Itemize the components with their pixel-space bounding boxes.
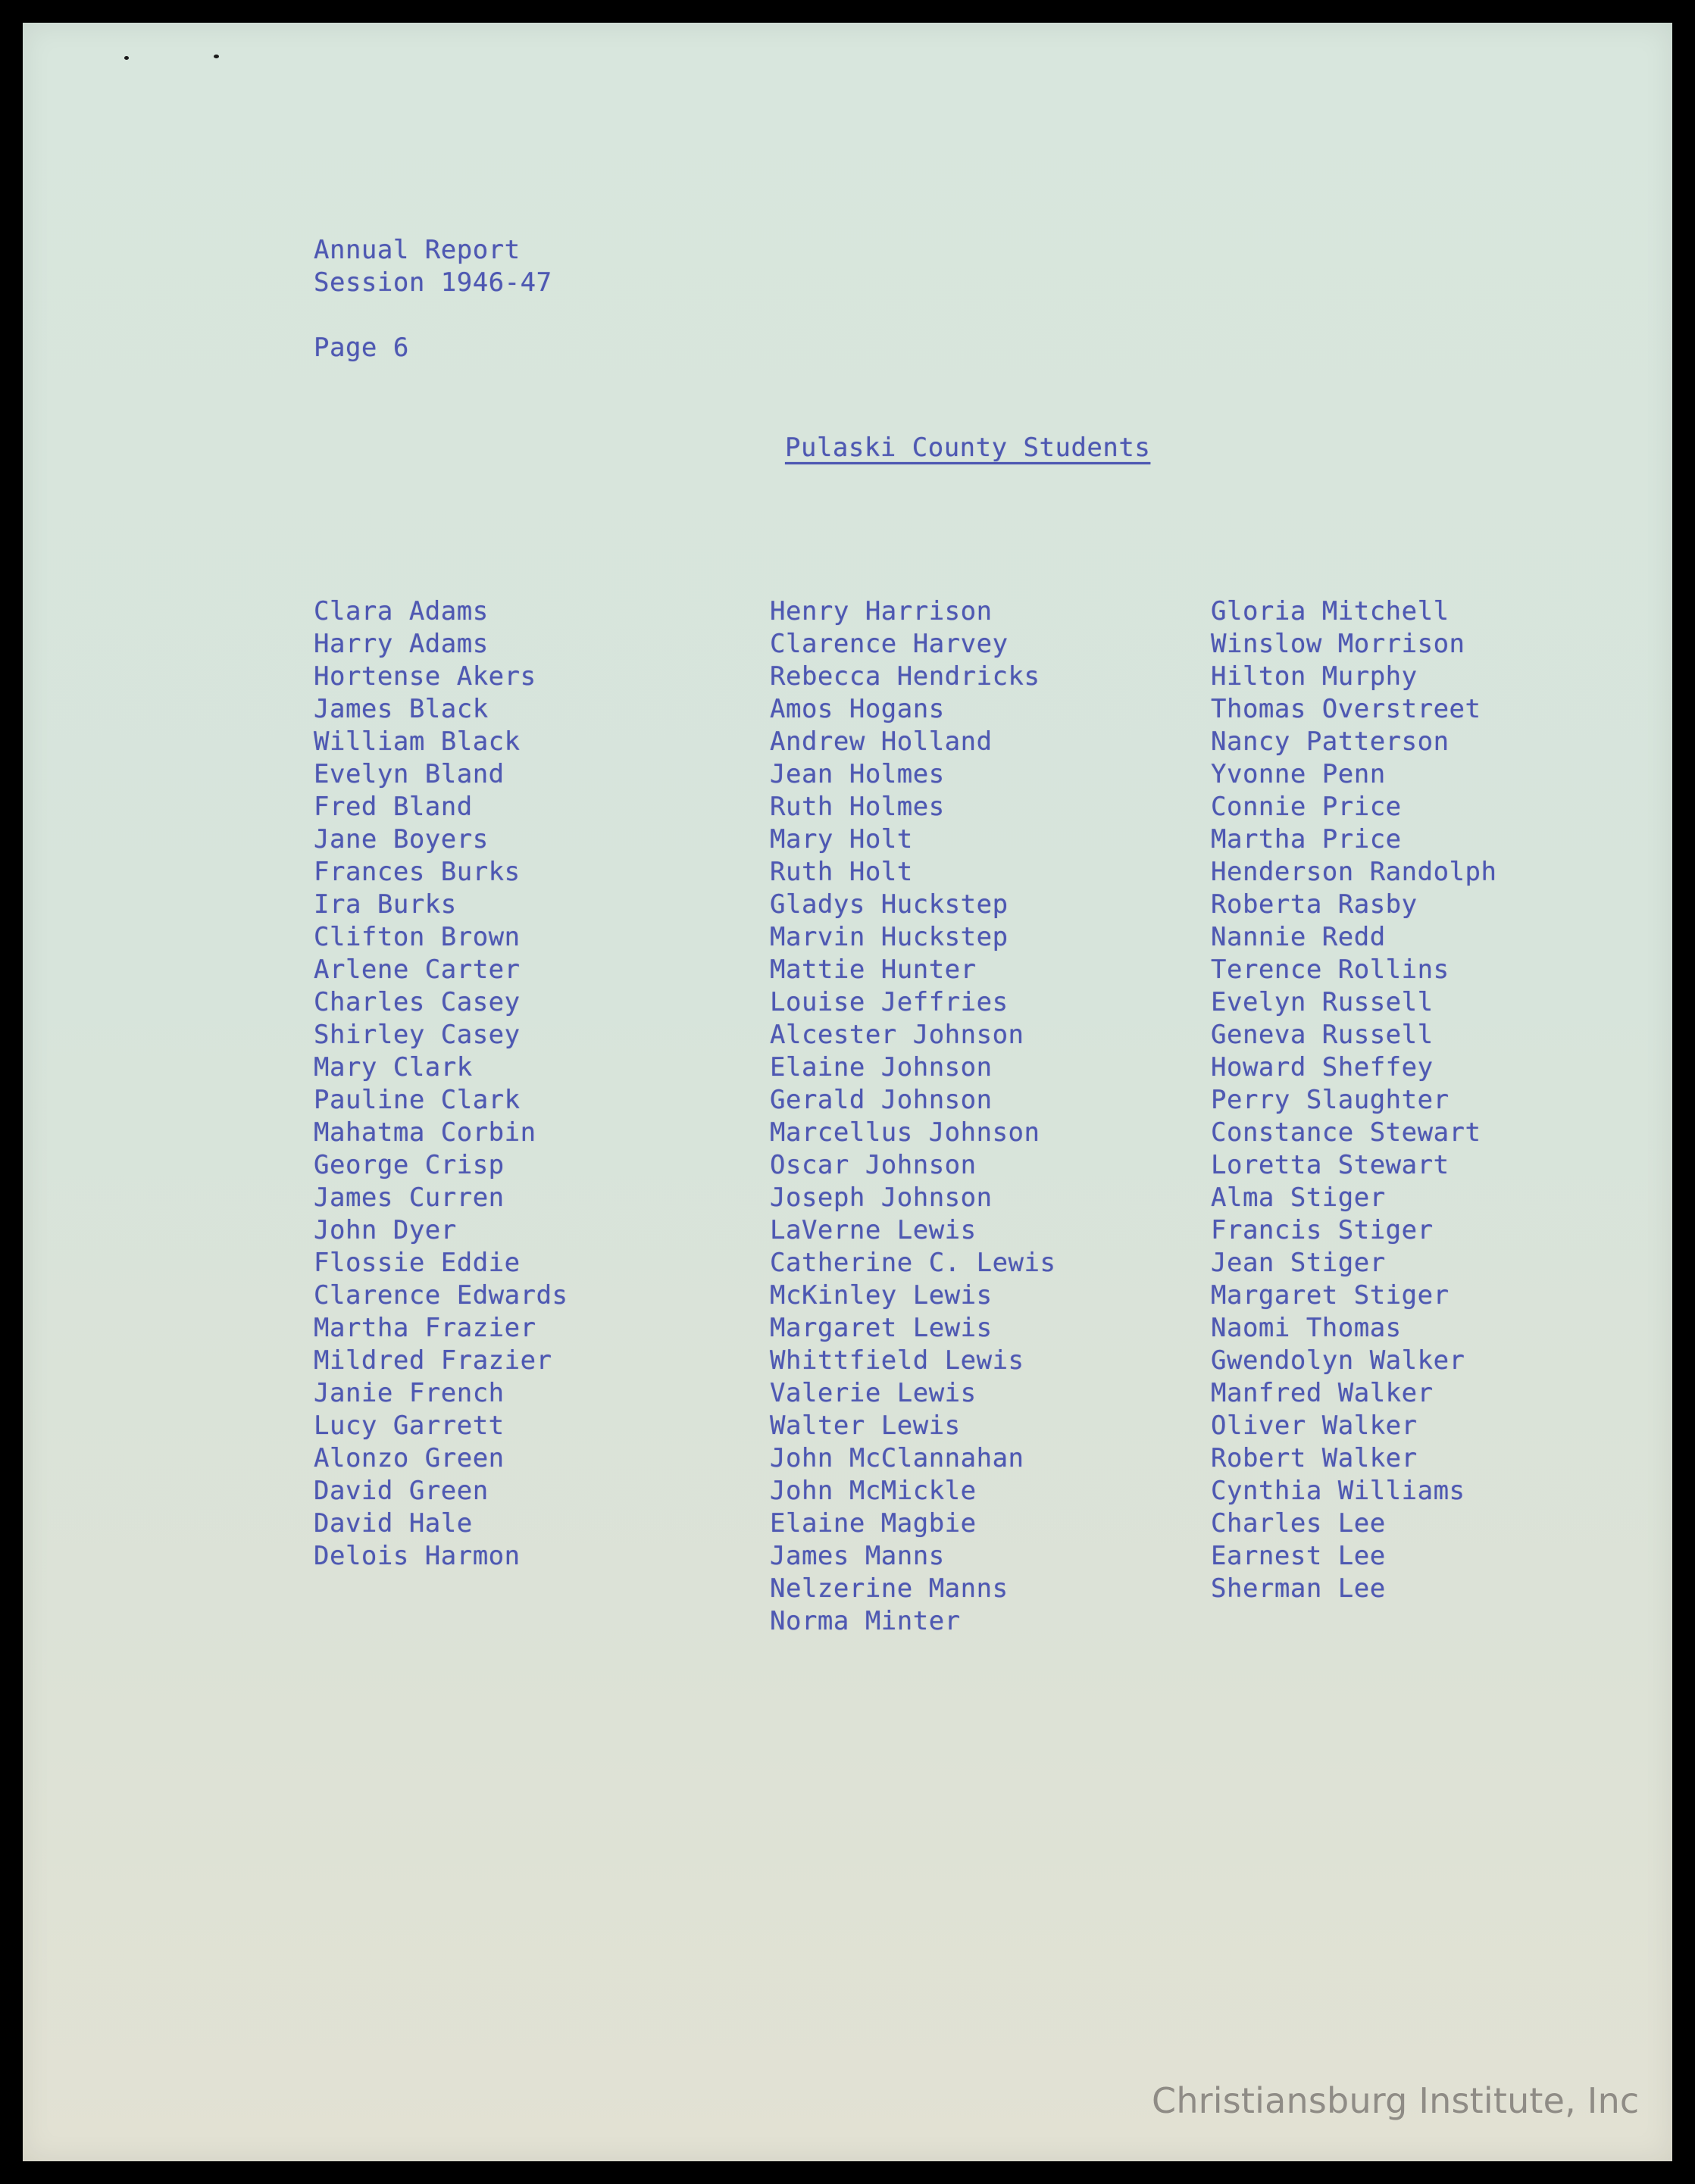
student-name: Nelzerine Manns (770, 1573, 1009, 1604)
student-name: Alcester Johnson (770, 1020, 1024, 1050)
student-name: Valerie Lewis (770, 1378, 977, 1408)
student-name: LaVerne Lewis (770, 1215, 977, 1245)
student-name: Francis Stiger (1211, 1215, 1434, 1245)
student-name: Pauline Clark (314, 1085, 521, 1115)
student-name: Ira Burks (314, 889, 457, 920)
student-name: Hortense Akers (314, 661, 536, 692)
student-name: Terence Rollins (1211, 955, 1450, 985)
student-name: Louise Jeffries (770, 987, 1009, 1017)
page-number: Page 6 (314, 333, 409, 363)
student-name: David Green (314, 1476, 489, 1506)
student-name: Oscar Johnson (770, 1150, 977, 1180)
student-name: Lucy Garrett (314, 1411, 505, 1441)
student-name: Gladys Huckstep (770, 889, 1009, 920)
student-name: Mildred Frazier (314, 1345, 552, 1376)
paper-speck (214, 55, 219, 58)
student-name: McKinley Lewis (770, 1280, 993, 1311)
student-name: Henderson Randolph (1211, 857, 1497, 887)
student-name: John Dyer (314, 1215, 457, 1245)
student-name: James Black (314, 694, 489, 724)
student-name: Fred Bland (314, 792, 473, 822)
student-name: Frances Burks (314, 857, 521, 887)
student-name: Alma Stiger (1211, 1183, 1386, 1213)
student-name: Robert Walker (1211, 1443, 1418, 1473)
student-list-column-1 (314, 595, 568, 1573)
student-name: Harry Adams (314, 629, 489, 659)
student-name: Sherman Lee (1211, 1573, 1386, 1604)
student-name: James Curren (314, 1183, 505, 1213)
student-name: Walter Lewis (770, 1411, 961, 1441)
paper-speck (124, 56, 129, 60)
student-name: Charles Casey (314, 987, 521, 1017)
student-name: Yvonne Penn (1211, 759, 1386, 789)
student-name: Naomi Thomas (1211, 1313, 1402, 1343)
page-title: Pulaski County Students (785, 433, 1151, 463)
student-name: Evelyn Bland (314, 759, 505, 789)
student-name: Janie French (314, 1378, 505, 1408)
student-name: Mary Holt (770, 824, 913, 855)
student-name: Jane Boyers (314, 824, 489, 855)
student-name: Elaine Johnson (770, 1052, 993, 1083)
student-name: Marcellus Johnson (770, 1117, 1040, 1148)
student-name: Norma Minter (770, 1606, 961, 1636)
student-name: Arlene Carter (314, 955, 521, 985)
student-name: Mattie Hunter (770, 955, 977, 985)
student-name: Cynthia Williams (1211, 1476, 1465, 1506)
student-name: Andrew Holland (770, 726, 993, 757)
student-name: Thomas Overstreet (1211, 694, 1481, 724)
student-name: Jean Stiger (1211, 1248, 1386, 1278)
student-name: Gloria Mitchell (1211, 596, 1450, 626)
student-name: Loretta Stewart (1211, 1150, 1450, 1180)
student-name: Ruth Holmes (770, 792, 945, 822)
student-name: Hilton Murphy (1211, 661, 1418, 692)
student-name: Margaret Stiger (1211, 1280, 1450, 1311)
report-header (314, 234, 552, 364)
student-name: Clarence Edwards (314, 1280, 568, 1311)
student-name: Elaine Magbie (770, 1508, 977, 1539)
student-name: Martha Frazier (314, 1313, 536, 1343)
student-name: James Manns (770, 1541, 945, 1571)
student-name: Martha Price (1211, 824, 1402, 855)
student-name: Constance Stewart (1211, 1117, 1481, 1148)
student-name: Ruth Holt (770, 857, 913, 887)
student-name: Winslow Morrison (1211, 629, 1465, 659)
student-name: Shirley Casey (314, 1020, 521, 1050)
student-name: Oliver Walker (1211, 1411, 1418, 1441)
student-name: John McClannahan (770, 1443, 1024, 1473)
document-page (23, 23, 1672, 2161)
student-name: Mahatma Corbin (314, 1117, 536, 1148)
student-name: Rebecca Hendricks (770, 661, 1040, 692)
student-list-column-3 (1211, 595, 1496, 1605)
student-name: Catherine C. Lewis (770, 1248, 1056, 1278)
student-name: Howard Sheffey (1211, 1052, 1434, 1083)
student-name: Flossie Eddie (314, 1248, 521, 1278)
student-name: Clifton Brown (314, 922, 521, 952)
student-name: Gwendolyn Walker (1211, 1345, 1465, 1376)
student-name: Gerald Johnson (770, 1085, 993, 1115)
student-name: Margaret Lewis (770, 1313, 993, 1343)
student-name: Delois Harmon (314, 1541, 521, 1571)
student-name: Jean Holmes (770, 759, 945, 789)
student-name: Charles Lee (1211, 1508, 1386, 1539)
student-name: Connie Price (1211, 792, 1402, 822)
student-name: Nannie Redd (1211, 922, 1386, 952)
student-name: William Black (314, 726, 521, 757)
student-name: Roberta Rasby (1211, 889, 1418, 920)
student-name: Perry Slaughter (1211, 1085, 1450, 1115)
student-name: Clara Adams (314, 596, 489, 626)
student-name: Whittfield Lewis (770, 1345, 1024, 1376)
student-name: Amos Hogans (770, 694, 945, 724)
student-name: Clarence Harvey (770, 629, 1009, 659)
archive-watermark: Christiansburg Institute, Inc (1152, 2080, 1640, 2121)
student-name: Manfred Walker (1211, 1378, 1434, 1408)
student-name: Evelyn Russell (1211, 987, 1434, 1017)
student-name: Mary Clark (314, 1052, 473, 1083)
student-list-column-2 (770, 595, 1055, 1638)
student-name: George Crisp (314, 1150, 505, 1180)
student-name: Henry Harrison (770, 596, 993, 626)
student-name: David Hale (314, 1508, 473, 1539)
student-name: Joseph Johnson (770, 1183, 993, 1213)
student-name: Earnest Lee (1211, 1541, 1386, 1571)
student-name: Alonzo Green (314, 1443, 505, 1473)
student-name: Geneva Russell (1211, 1020, 1434, 1050)
student-name: John McMickle (770, 1476, 977, 1506)
student-name: Nancy Patterson (1211, 726, 1450, 757)
header-line-session: Session 1946-47 (314, 267, 552, 298)
student-name: Marvin Huckstep (770, 922, 1009, 952)
header-line-annual-report: Annual Report (314, 235, 521, 265)
